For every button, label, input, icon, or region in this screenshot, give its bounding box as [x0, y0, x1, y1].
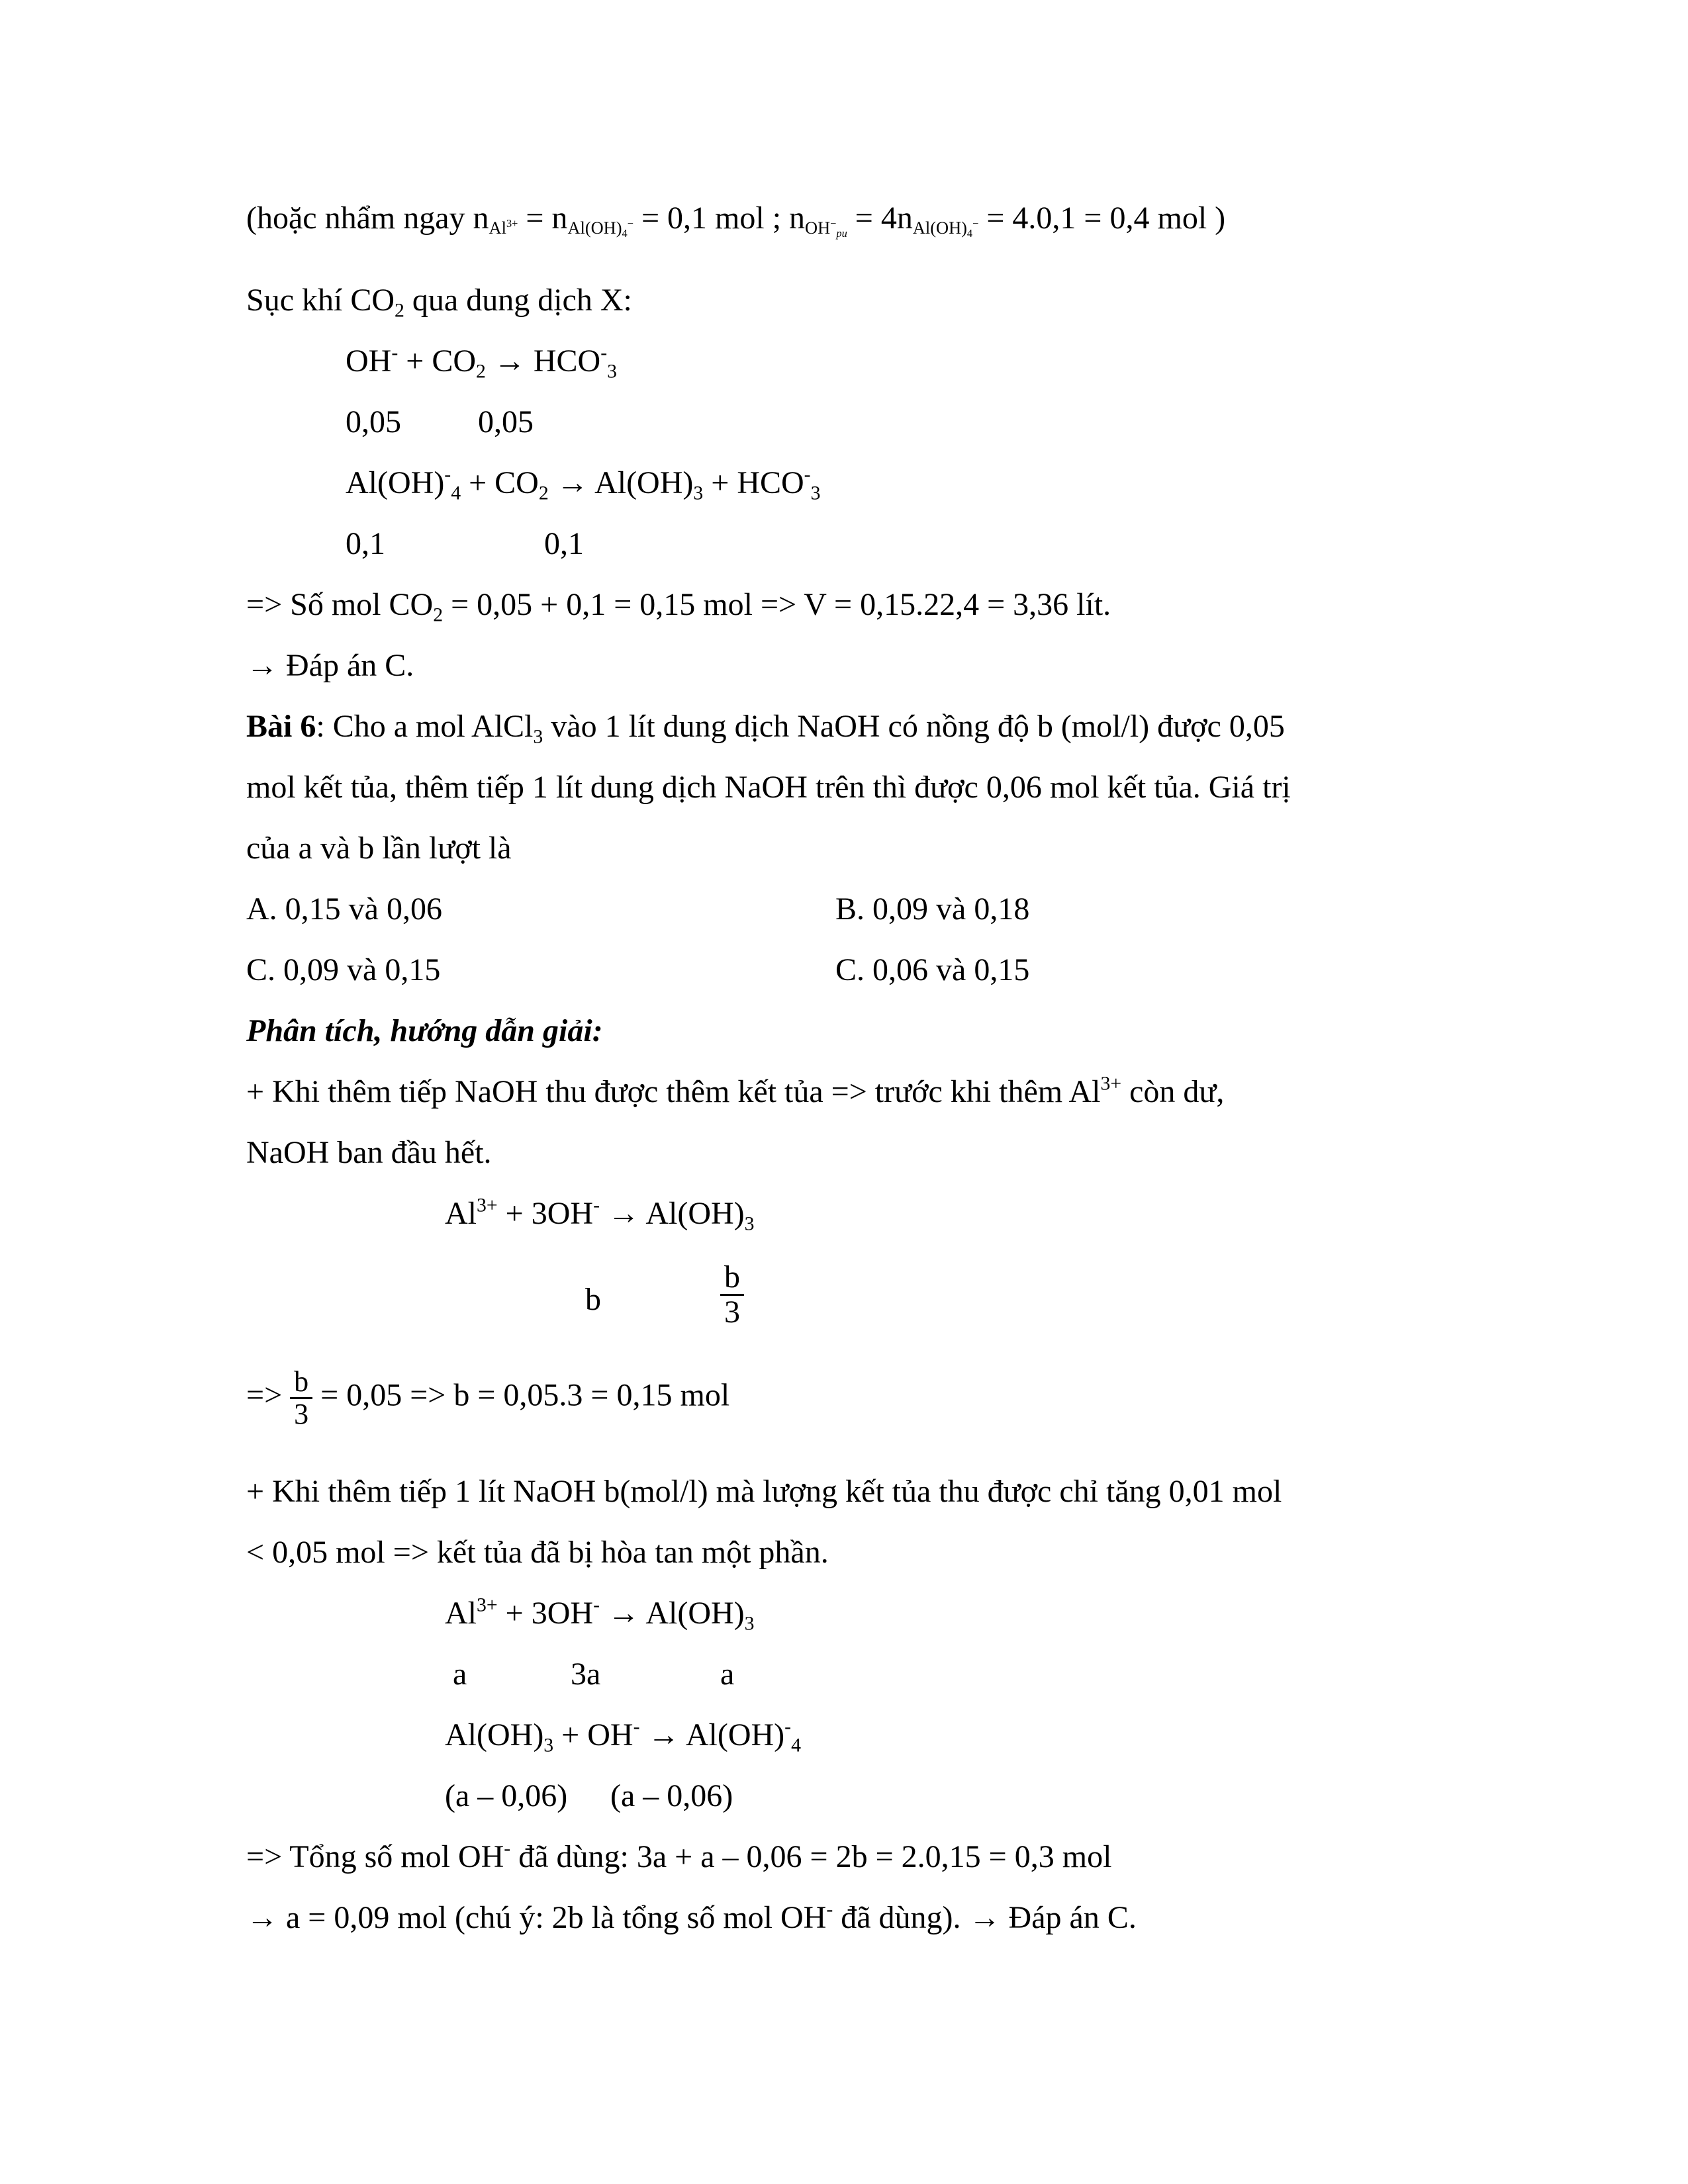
co2-intro: Sục khí $CO_2$ qua dung dịch X:	[246, 283, 632, 322]
mol-3a: 3a	[571, 1657, 601, 1692]
mol-a: a	[453, 1657, 467, 1692]
mol-b: b	[585, 1282, 601, 1317]
mol-a-2: a	[720, 1657, 735, 1692]
co2-total: => Số mol $CO_2 = 0,05 + 0,1 = 0,15$ mol => V = 0,15.22,4 = 3,36 lít.	[246, 587, 1111, 626]
mol-a-minus-2: (a – 0,06)	[610, 1778, 733, 1813]
analysis-line-4: < 0,05 mol => kết tủa đã bị hòa tan một phần.	[246, 1535, 829, 1570]
mol-a-minus-1: (a – 0,06)	[445, 1778, 568, 1813]
reaction-oh-co2: $OH^- + CO_2 \to HCO^-_3$	[346, 341, 618, 383]
analysis-line-1: + Khi thêm tiếp NaOH thu được thêm kết tủa => trước khi thêm $Al^{3+}$ còn dư,	[246, 1072, 1225, 1109]
analysis-heading: Phân tích, hướng dẫn giải:	[246, 1013, 603, 1048]
reaction-aloh4-co2: $Al(OH)^-_4 + CO_2 \to Al(OH)_3 + HCO^-_3$	[346, 463, 821, 504]
fraction-b-over-3: $\frac{b}{3}$	[720, 1261, 744, 1330]
mol-row-2b: 0,1	[544, 526, 584, 561]
analysis-line-3: + Khi thêm tiếp 1 lít NaOH b(mol/l) mà lượng kết tủa thu được chỉ tăng 0,01 mol	[246, 1474, 1282, 1509]
answer-6: → a = 0,09 mol (chú ý: 2b là tổng số mol OH- đã dùng). → Đáp án C.	[246, 1898, 1137, 1935]
mol-row-2a: 0,1	[346, 526, 385, 561]
option-c: C. 0,09 và 0,15	[246, 952, 441, 987]
option-b: B. 0,09 và 0,18	[835, 891, 1030, 927]
problem-6-line-2: mol kết tủa, thêm tiếp 1 lít dung dịch NaOH trên thì được 0,06 mol kết tủa. Giá trị	[246, 770, 1291, 805]
hint-line: (hoặc nhẩm ngay $n_{Al^{3+}} = n_{Al(OH)_4^-} = 0,1$ mol ; $n_{OH^-_{pu}} = 4n_{Al(OH)_4^-} = 4.0,1 = 0,4$ mol )	[246, 201, 1226, 240]
problem-6-line-3: của a và b lần lượt là	[246, 831, 512, 866]
reaction-al-oh-1: $Al^{3+} + 3OH^- \to Al(OH)_3$	[445, 1194, 755, 1235]
option-a: A. 0,15 và 0,06	[246, 891, 442, 927]
reaction-dissolve: $Al(OH)_3 + OH^- \to Al(OH)^-_4$	[445, 1715, 801, 1756]
mol-row-1b: 0,05	[478, 404, 534, 439]
analysis-line-2: NaOH ban đầu hết.	[246, 1135, 492, 1170]
option-d: C. 0,06 và 0,15	[835, 952, 1030, 987]
answer-5: → Đáp án C.	[246, 648, 414, 683]
mol-row-1a: 0,05	[346, 404, 401, 439]
total-oh: => Tổng số mol OH- đã dùng: 3a + a – 0,06 = 2b = 2.0,15 = 0,3 mol	[246, 1837, 1112, 1874]
problem-6-line-1: Bài 6: Cho a mol AlCl$_3$ vào 1 lít dung dịch NaOH có nồng độ b (mol/l) được 0,05	[246, 709, 1285, 748]
reaction-al-oh-2: $Al^{3+} + 3OH^- \to Al(OH)_3$	[445, 1594, 755, 1635]
b-solution: => $\frac{b}{3}$ = 0,05 => b = 0,05.3 = 0,15 mol	[246, 1365, 730, 1431]
